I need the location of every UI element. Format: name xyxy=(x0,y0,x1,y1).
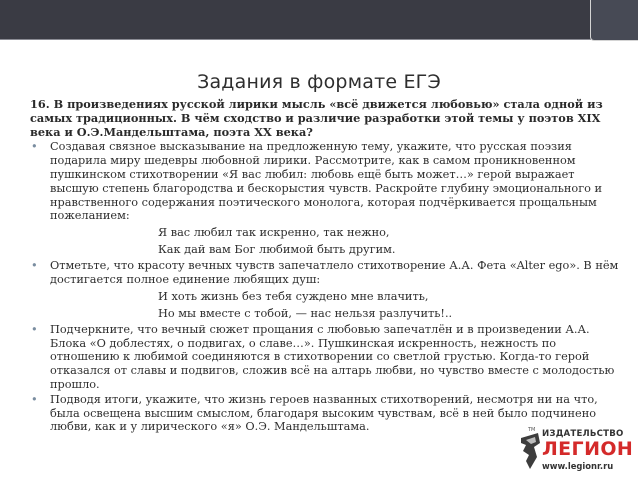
task-question: 16. В произведениях русской лирики мысль «всё движется любовью» стала одной из самых традиционных. В чём сходство и различие разработки этой темы у поэтов XIX века и О.Э.Мандельштама, поэта XX века? xyxy=(30,97,603,139)
bullet-marker: • xyxy=(31,259,38,273)
bullet-marker: • xyxy=(31,322,38,336)
verse-fet xyxy=(30,288,626,322)
bullet-marker: • xyxy=(31,392,38,406)
verse-line: Как дай вам Бог любимой быть другим. xyxy=(158,243,396,257)
slide-title: Задания в формате ЕГЭ xyxy=(197,71,441,93)
bullet-text-summary: Подводя итоги, укажите, что жизнь героев названных стихотворений, несмотря ни на что, была освещена высшим смыслом, благодаря высоким чувствам, всё в ней было подчинено любви, как и у лирического «я» О.Э. Мандельштама. xyxy=(50,392,598,434)
verse-line: Но мы вместе с тобой, — нас нельзя разлучить!.. xyxy=(158,306,453,320)
verse-pushkin xyxy=(30,224,626,258)
verse-line: И хоть жизнь без тебя суждено мне влачить, xyxy=(158,289,429,303)
bullet-text-fet: Отметьте, что красоту вечных чувств запечатлело стихотворение А.А. Фета «Alter ego». В нём достигается полное единение любящих душ: xyxy=(50,259,619,286)
top-bar xyxy=(0,0,638,39)
slide-content xyxy=(30,98,626,435)
bullet-blok xyxy=(30,323,626,392)
bullet-fet xyxy=(30,259,626,287)
bullet-marker: • xyxy=(31,140,38,154)
publisher-logo xyxy=(518,427,636,475)
legion-emblem-icon xyxy=(518,431,542,471)
verse-line: Я вас любил так искренно, так нежно, xyxy=(158,226,390,240)
logo-publisher-label: ИЗДАТЕЛЬСТВО xyxy=(542,429,624,439)
logo-url: www.legionr.ru xyxy=(542,461,614,471)
bullet-text-blok: Подчеркните, что вечный сюжет прощания с любовью запечатлён и в произведении А.А. Блока «О доблестях, о подвигах, о славе…». Пушкинская искренность, нежность по отношению к любимой соединяются в стихотворении со светлой грустью. Когда-то герой отказался от славы и подвигов, сложив всё на алтарь любви, но чувство вместе с молодостью прошло. xyxy=(50,322,615,391)
corner-tab xyxy=(590,0,638,41)
bullet-pushkin xyxy=(30,140,626,223)
bullet-text-pushkin: Создавая связное высказывание на предложенную тему, укажите, что русская поэзия подарила миру шедевры любовной лирики. Рассмотрите, как в самом проникновенном пушкинском стихотворении «Я вас любил: любовь ещё быть может…» герой выражает высшую степень благородства и бескорыстия чувств. Раскройте глубину эмоционального и нравственного содержания поэтического монолога, которая подчёркивается прощальным пожеланием: xyxy=(50,140,603,223)
top-bar-divider xyxy=(0,39,638,40)
logo-trademark: TM xyxy=(528,427,536,433)
logo-brand-name: ЛЕГИОН xyxy=(542,438,634,460)
